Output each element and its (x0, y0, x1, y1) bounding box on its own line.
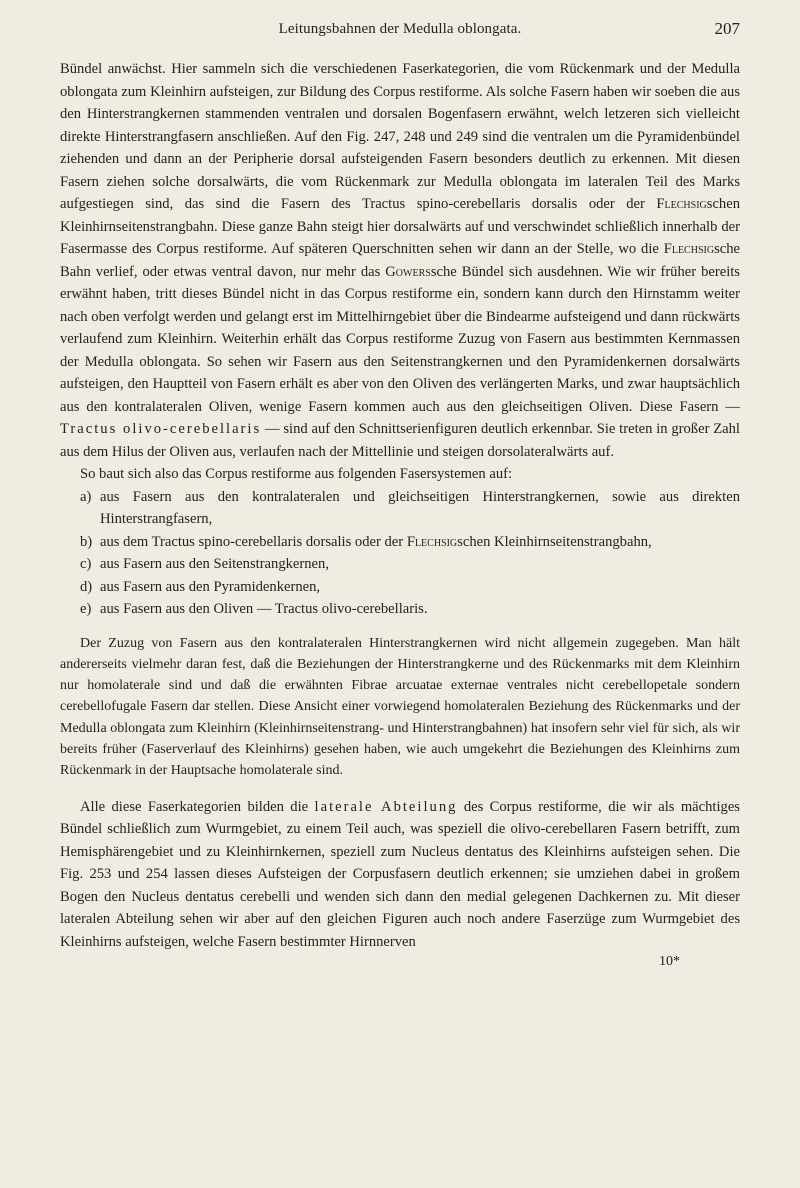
running-header (60, 14, 740, 44)
list-marker: e) (80, 601, 92, 617)
page-body (60, 58, 740, 971)
paragraph-lateral-division (60, 796, 740, 954)
list-item (60, 553, 740, 576)
term-tractus-olivo-cerebellaris: Tractus olivo-cerebellaris (60, 421, 262, 437)
list-item (60, 486, 740, 531)
text-segment: Alle diese Faserkategorien bilden die (80, 798, 309, 815)
list-text: aus Fasern aus den Pyramidenkernen, (100, 578, 321, 595)
name-gowers: Gowers (385, 263, 431, 280)
list-marker: d) (80, 578, 93, 595)
list-marker: b) (80, 533, 93, 550)
paragraph-systems-intro: So baut sich also das Corpus restiforme aus folgenden Fasersystemen auf: (80, 466, 513, 482)
name-flechsig: Flechsig (656, 196, 707, 212)
list-item (60, 598, 740, 621)
text-segment: Bündel anwächst. Hier sammeln sich die verschiedenen Faserkategorien, die vom Rückenmark und der Medulla oblongata zum Kleinhirn aufsteigen, zur Bildung des Corpus restiforme. Als solche Fasern haben wir soeben die aus den Hinterstrangkernen stammenden ventralen und dorsalen Bogenfasern erwähnt, welch letzeren sich vielleicht direkte Hinterstrangfasern anschließen. Auf den Fig. 247, 248 und 249 sind die ventralen um die Pyramidenbündel ziehenden und dann an der Peripherie dorsal aufsteigenden Fasern besonders deutlich zu erkennen. Mit diesen Fasern ziehen solche dorsalwärts, die vom Rückenmark zur Medulla oblongata im lateralen Teil des Marks aufgestiegen sind, das sind die Fasern des Tractus spino-cerebellaris dorsalis oder der (60, 61, 740, 212)
list-item (60, 531, 740, 554)
term-laterale-abteilung: laterale Abteilung (314, 798, 458, 815)
paragraph-small-print: Der Zuzug von Fasern aus den kontralateralen Hinterstrangkernen wird nicht allgemein zugegeben. Man hält andererseits vielmehr daran fest, daß die Beziehungen der Hinterstrangkerne und des Rückenmarks mit dem Kleinhirn nur homolaterale sind und daß die erwähnten Fibrae arcuatae externae ventrales nicht cerebellopetale sondern cerebellofugale Fasern dar stellen. Diese Ansicht einer vorwiegend homolateralen Beziehung des Rückenmarks und der Medulla oblongata zum Kleinhirn (Kleinhirnseitenstrang- und Hinterstrangbahnen) hat insofern sehr viel für sich, als wir bereits früher (Faserverlauf des Kleinhirns) gesehen haben, wie auch umgekehrt die Beziehungen des Kleinhirns zum Rückenmark in der Hauptsache homolaterale sind. (60, 635, 740, 779)
name-flechsig: Flechsig (663, 241, 715, 257)
list-text: aus Fasern aus den kontralateralen und gleichseitigen Hinterstrangkernen, sowie aus direkten Hinterstrangfasern, (100, 488, 740, 527)
text-segment: sche Bündel sich ausdehnen. Wie wir früher bereits erwähnt haben, tritt dieses Bündel nicht in das Corpus restiforme ein, sondern kann durch den Hirnstamm weiter nach oben verfolgt werden und gelangt erst im Mittelhirngebiet über die Bindearme aufsteigend und dann rückwärts verlaufend zum Kleinhirn. Weiterhin erhält das Corpus restiforme Zuzug von Fasern aus bestimmten Kernmassen der Medulla oblongata. So sehen wir Fasern aus den Seitenstrangkernen und den Pyramidenkernen dorsalwärts aufsteigen, den Hauptteil von Fasern erhält es aber von den Oliven des verlängerten Marks, und zwar hauptsächlich aus den kontralateralen Oliven, wenige Fasern kommen auch aus den gleichseitigen Oliven. Diese Fasern — (60, 263, 740, 415)
list-text: schen Kleinhirnseitenstrangbahn, (457, 533, 652, 550)
book-page (60, 14, 740, 1174)
running-title: Leitungsbahnen der Medulla oblongata. (278, 21, 522, 37)
page-number: 207 (714, 19, 740, 38)
fiber-system-list (60, 486, 740, 621)
list-marker: c) (80, 556, 92, 572)
paragraph-corpus-restiforme (60, 58, 740, 463)
list-text: aus Fasern aus den Oliven — Tractus olivo-cerebellaris. (100, 601, 428, 617)
list-text: aus Fasern aus den Seitenstrangkernen, (100, 556, 329, 572)
list-item (60, 576, 740, 599)
text-segment: des Corpus restiforme, die wir als mächtiges Bündel schließlich zum Wurmgebiet, zu einem Teil auch, was speziell die olivo-cerebellaren Fasern betrifft, zum Hemisphärengebiet und zu Kleinhirnkernen, speziell zum Nucleus dentatus des Kleinhirns aufsteigen sehen. Die Fig. 253 und 254 lassen dieses Aufsteigen der Corpusfasern deutlich erkennen; sie umziehen dabei in großem Bogen den Nucleus dentatus cerebelli und wenden sich dann den medial gelegenen Dachkernen zu. Mit dieser lateralen Abteilung sehen wir aber auf den gleichen Figuren auch noch andere Faserzüge zum Wurmgebiet des Kleinhirns aufsteigen, welche Fasern bestimmter Hirnnerven (60, 798, 740, 950)
list-marker: a) (80, 488, 92, 505)
list-text: aus dem Tractus spino-cerebellaris dorsalis oder der (100, 533, 404, 550)
name-flechsig: Flechsig (406, 533, 458, 550)
text-segment: schen Kleinhirnseitenstrangbahn. Diese ganze Bahn steigt hier dorsalwärts auf und verschwindet schließlich innerhalb der Fasermasse des Corpus restiforme. Auf späteren Querschnitten sehen wir dann an der Stelle, wo die (60, 196, 740, 257)
text-segment: — sind auf den Schnittserienfiguren deutlich erkennbar. Sie treten in großer Zahl aus dem Hilus der Oliven aus, verlaufen nach der Mittellinie und steigen dorsolateralwärts auf. (60, 421, 740, 460)
text-segment: sche Bahn verlief, oder etwas ventral davon, nur mehr das (60, 241, 740, 280)
signature-mark: 10* (659, 954, 680, 970)
